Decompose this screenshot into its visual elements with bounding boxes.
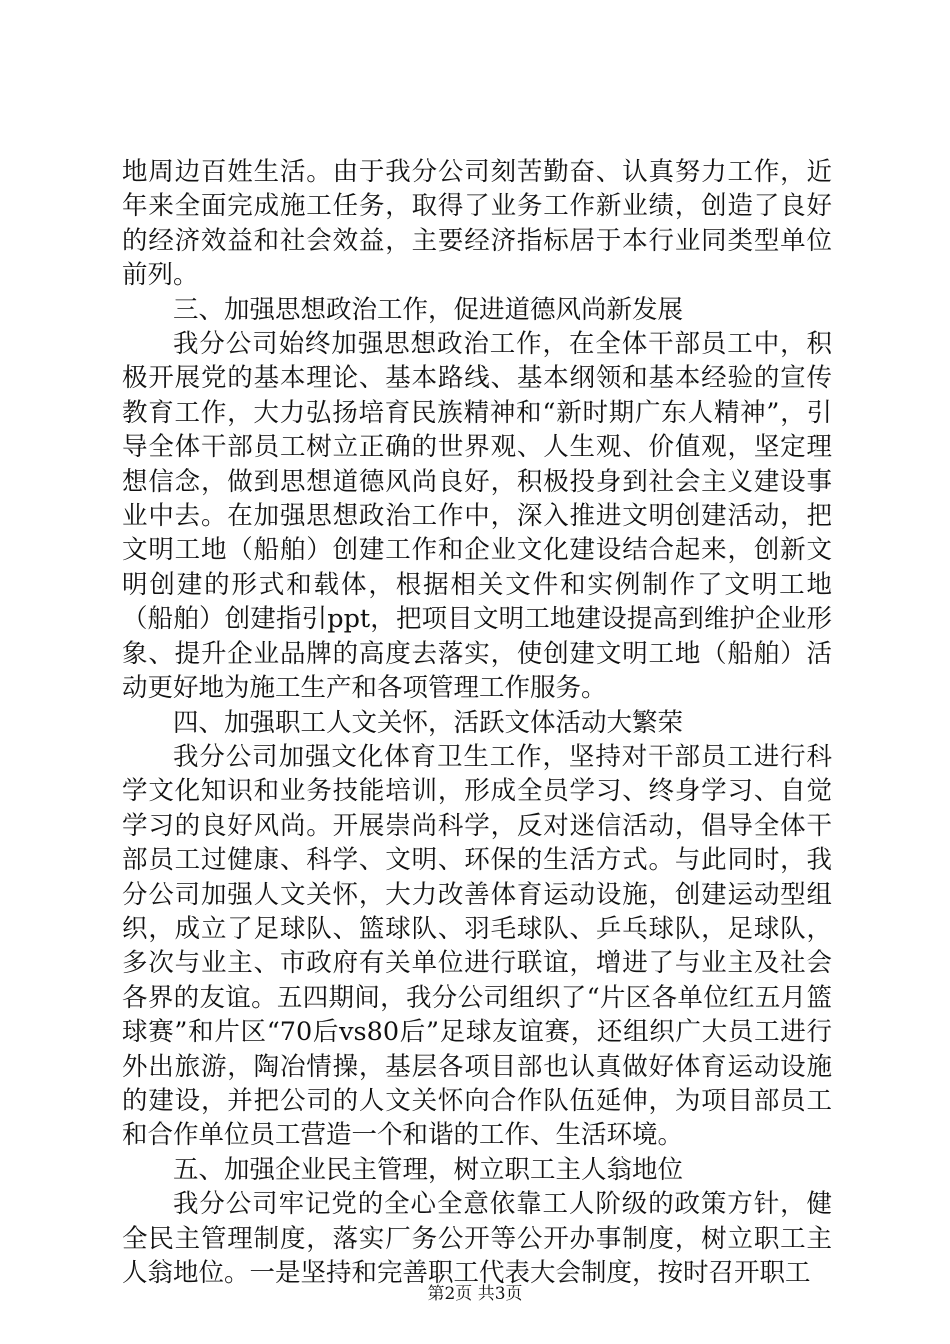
section-heading-5: 五、加强企业民主管理，树立职工主人翁地位	[173, 1154, 684, 1185]
section-heading-4: 四、加强职工人文关怀，活跃文体活动大繁荣	[173, 707, 684, 738]
page-footer: 第2页 共3页	[427, 1284, 523, 1304]
paragraph-section-3: 我分公司始终加强思想政治工作，在全体干部员工中，积极开展党的基本理论、基本路线、基本纲领和基本经验的宣传教育工作，大力弘扬培育民族精神和“新时期广东人精神”，引导全体干部员工树立正确的世界观、人生观、价值观，坚定理想信念，做到思想道德风尚良好，积极投身到社会主义建设事业中去。在加强思想政治工作中，深入推进文明创建活动，把文明工地（船舶）创建工作和企业文化建设结合起来，创新文明创建的形式和载体，根据相关文件和实例制作了文明工地（船舶）创建指引ppt，把项目文明工地建设提高到维护企业形象、提升企业品牌的高度去落实，使创建文明工地（船舶）活动更好地为施工生产和各项管理工作服务。	[122, 329, 832, 704]
paragraph-continuation: 地周边百姓生活。由于我分公司刻苦勤奋、认真努力工作，近年来全面完成施工任务，取得了业务工作新业绩，创造了良好的经济效益和社会效益，主要经济指标居于本行业同类型单位前列。	[122, 157, 832, 291]
paragraph-section-4: 我分公司加强文化体育卫生工作，坚持对干部员工进行科学文化知识和业务技能培训，形成全员学习、终身学习、自觉学习的良好风尚。开展崇尚科学，反对迷信活动，倡导全体干部员工过健康、科学、文明、环保的生活方式。与此同时，我分公司加强人文关怀，大力改善体育运动设施，创建运动型组织，成立了足球队、篮球队、羽毛球队、乒乓球队，足球队，多次与业主、市政府有关单位进行联谊，增进了与业主及社会各界的友谊。五四期间，我分公司组织了“片区各单位红五月篮球赛”和片区“70后vs80后”足球友谊赛，还组织广大员工进行外出旅游，陶冶情操，基层各项目部也认真做好体育运动设施的建设，并把公司的人文关怀向合作队伍延伸，为项目部员工和合作单位员工营造一个和谐的工作、生活环境。	[122, 741, 832, 1151]
section-heading-3: 三、加强思想政治工作，促进道德风尚新发展	[173, 294, 684, 325]
document-body	[122, 155, 832, 1290]
paragraph-section-5: 我分公司牢记党的全心全意依靠工人阶级的政策方针，健全民主管理制度，落实厂务公开等公开办事制度，树立职工主人翁地位。一是坚持和完善职工代表大会制度，按时召开职工	[122, 1189, 832, 1288]
